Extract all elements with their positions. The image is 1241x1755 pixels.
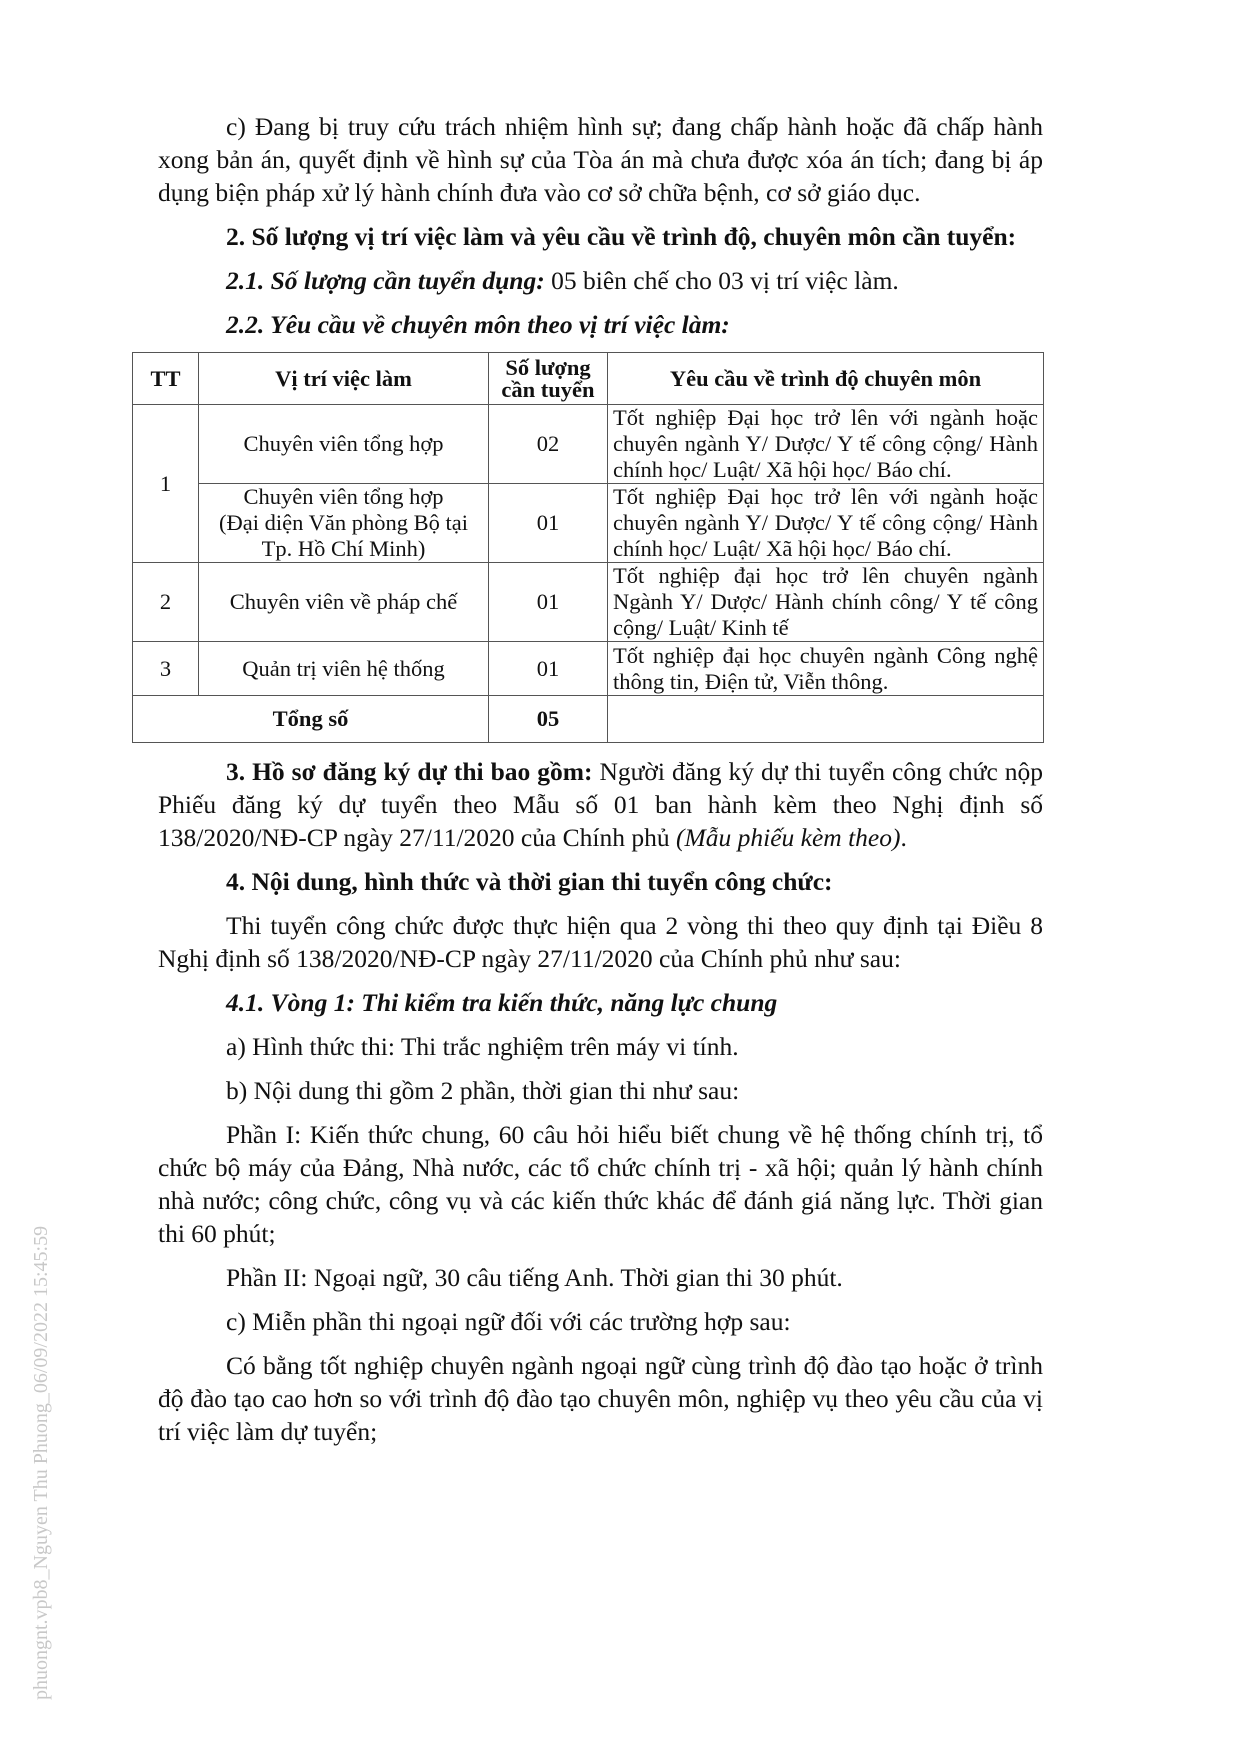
heading-2-1-text: 05 biên chế cho 03 vị trí việc làm.: [544, 266, 899, 295]
heading-section-2-2: 2.2. Yêu cầu về chuyên môn theo vị trí việc làm:: [226, 310, 730, 339]
cell-position: Quản trị viên hệ thống: [199, 642, 489, 696]
item-c: c) Miễn phần thi ngoại ngữ đối với các trường hợp sau:: [226, 1307, 791, 1336]
part-2: Phần II: Ngoại ngữ, 30 câu tiếng Anh. Thời gian thi 30 phút.: [226, 1263, 843, 1292]
cell-tt: 3: [133, 642, 199, 696]
cell-requirement: Tốt nghiệp đại học trở lên chuyên ngành Ngành Y/ Dược/ Hành chính công/ Y tế công cộng/ Luật/ Kinh tế: [608, 563, 1044, 642]
cell-position: [199, 484, 489, 563]
header-tt: TT: [133, 353, 199, 405]
table-row: [133, 405, 1044, 484]
requirements-table: [132, 352, 1044, 743]
watermark: phuongnt.vpb8_Nguyen Thu Phuong_06/09/2022 15:45:59: [30, 1225, 52, 1700]
heading-2-1-label: 2.1. Số lượng cần tuyển dụng:: [226, 266, 545, 295]
heading-section-2: 2. Số lượng vị trí việc làm và yêu cầu về trình độ, chuyên môn cần tuyển:: [226, 222, 1017, 251]
heading-section-4: 4. Nội dung, hình thức và thời gian thi tuyển công chức:: [226, 867, 833, 896]
header-position: Vị trí việc làm: [199, 353, 489, 405]
table-total-row: [133, 696, 1044, 743]
table-row: [133, 484, 1044, 563]
paragraph-exemption: Có bằng tốt nghiệp chuyên ngành ngoại ngữ cùng trình độ đào tạo hoặc ở trình độ đào tạo cao hơn so với trình độ đào tạo chuyên môn, nghiệp vụ theo yêu cầu của vị trí việc làm dự tuyển;: [158, 1351, 1043, 1446]
cell-requirement: Tốt nghiệp Đại học trở lên với ngành hoặc chuyên ngành Y/ Dược/ Y tế công cộng/ Hành chính học/ Luật/ Xã hội học/ Báo chí.: [608, 405, 1044, 484]
heading-3-text: Người đăng ký dự thi tuyển công chức nộp Phiếu đăng ký dự tuyển theo Mẫu số 01 ban hành kèm theo Nghị định số 138/2020/NĐ-CP ngày 27/11/2020 của Chính phủ: [158, 757, 1043, 852]
header-quantity: [489, 353, 608, 405]
cell-tt: 1: [133, 405, 199, 563]
table-header-row: [133, 353, 1044, 405]
item-b: b) Nội dung thi gồm 2 phần, thời gian thi như sau:: [226, 1076, 740, 1105]
header-quantity-line1: Số lượng: [505, 354, 591, 380]
position-line: Tp. Hồ Chí Minh): [261, 536, 426, 561]
cell-quantity: 01: [489, 484, 608, 563]
total-value: 05: [489, 696, 608, 743]
cell-quantity: 02: [489, 405, 608, 484]
cell-quantity: 01: [489, 563, 608, 642]
header-quantity-line2: cần tuyển: [501, 376, 595, 402]
cell-requirement: Tốt nghiệp đại học chuyên ngành Công nghệ thông tin, Điện tử, Viễn thông.: [608, 642, 1044, 696]
heading-section-4-1: 4.1. Vòng 1: Thi kiểm tra kiến thức, năng lực chung: [226, 988, 778, 1017]
table-row: [133, 563, 1044, 642]
heading-3-label: 3. Hồ sơ đăng ký dự thi bao gồm:: [226, 757, 593, 786]
table-row: [133, 642, 1044, 696]
heading-section-2-1: [158, 264, 1043, 297]
heading-3-note: (Mẫu phiếu kèm theo): [676, 823, 901, 852]
cell-quantity: 01: [489, 642, 608, 696]
heading-3-end: .: [900, 823, 907, 852]
header-requirement: Yêu cầu về trình độ chuyên môn: [608, 353, 1044, 405]
total-label: Tổng số: [133, 696, 489, 743]
cell-position: Chuyên viên về pháp chế: [199, 563, 489, 642]
item-a: a) Hình thức thi: Thi trắc nghiệm trên máy vi tính.: [226, 1032, 739, 1061]
position-line: Chuyên viên tổng hợp: [243, 484, 444, 509]
paragraph-section-4: Thi tuyển công chức được thực hiện qua 2 vòng thi theo quy định tại Điều 8 Nghị định số 138/2020/NĐ-CP ngày 27/11/2020 của Chính phủ như sau:: [158, 911, 1043, 973]
cell-tt: 2: [133, 563, 199, 642]
part-1: Phần I: Kiến thức chung, 60 câu hỏi hiểu biết chung về hệ thống chính trị, tổ chức bộ máy của Đảng, Nhà nước, các tổ chức chính trị - xã hội; quản lý hành chính nhà nước; công chức, công vụ và các kiến thức khác để đánh giá năng lực. Thời gian thi 60 phút;: [158, 1120, 1043, 1248]
paragraph-c-disqualification: c) Đang bị truy cứu trách nhiệm hình sự; đang chấp hành hoặc đã chấp hành xong bản án, quyết định về hình sự của Tòa án mà chưa được xóa án tích; đang bị áp dụng biện pháp xử lý hành chính đưa vào cơ sở chữa bệnh, cơ sở giáo dục.: [158, 112, 1043, 207]
cell-requirement: Tốt nghiệp Đại học trở lên với ngành hoặc chuyên ngành Y/ Dược/ Y tế công cộng/ Hành chính học/ Luật/ Xã hội học/ Báo chí.: [608, 484, 1044, 563]
cell-position: Chuyên viên tổng hợp: [199, 405, 489, 484]
total-requirement-empty: [608, 696, 1044, 743]
paragraph-section-3: [158, 755, 1043, 854]
position-line: (Đại diện Văn phòng Bộ tại: [219, 510, 468, 535]
